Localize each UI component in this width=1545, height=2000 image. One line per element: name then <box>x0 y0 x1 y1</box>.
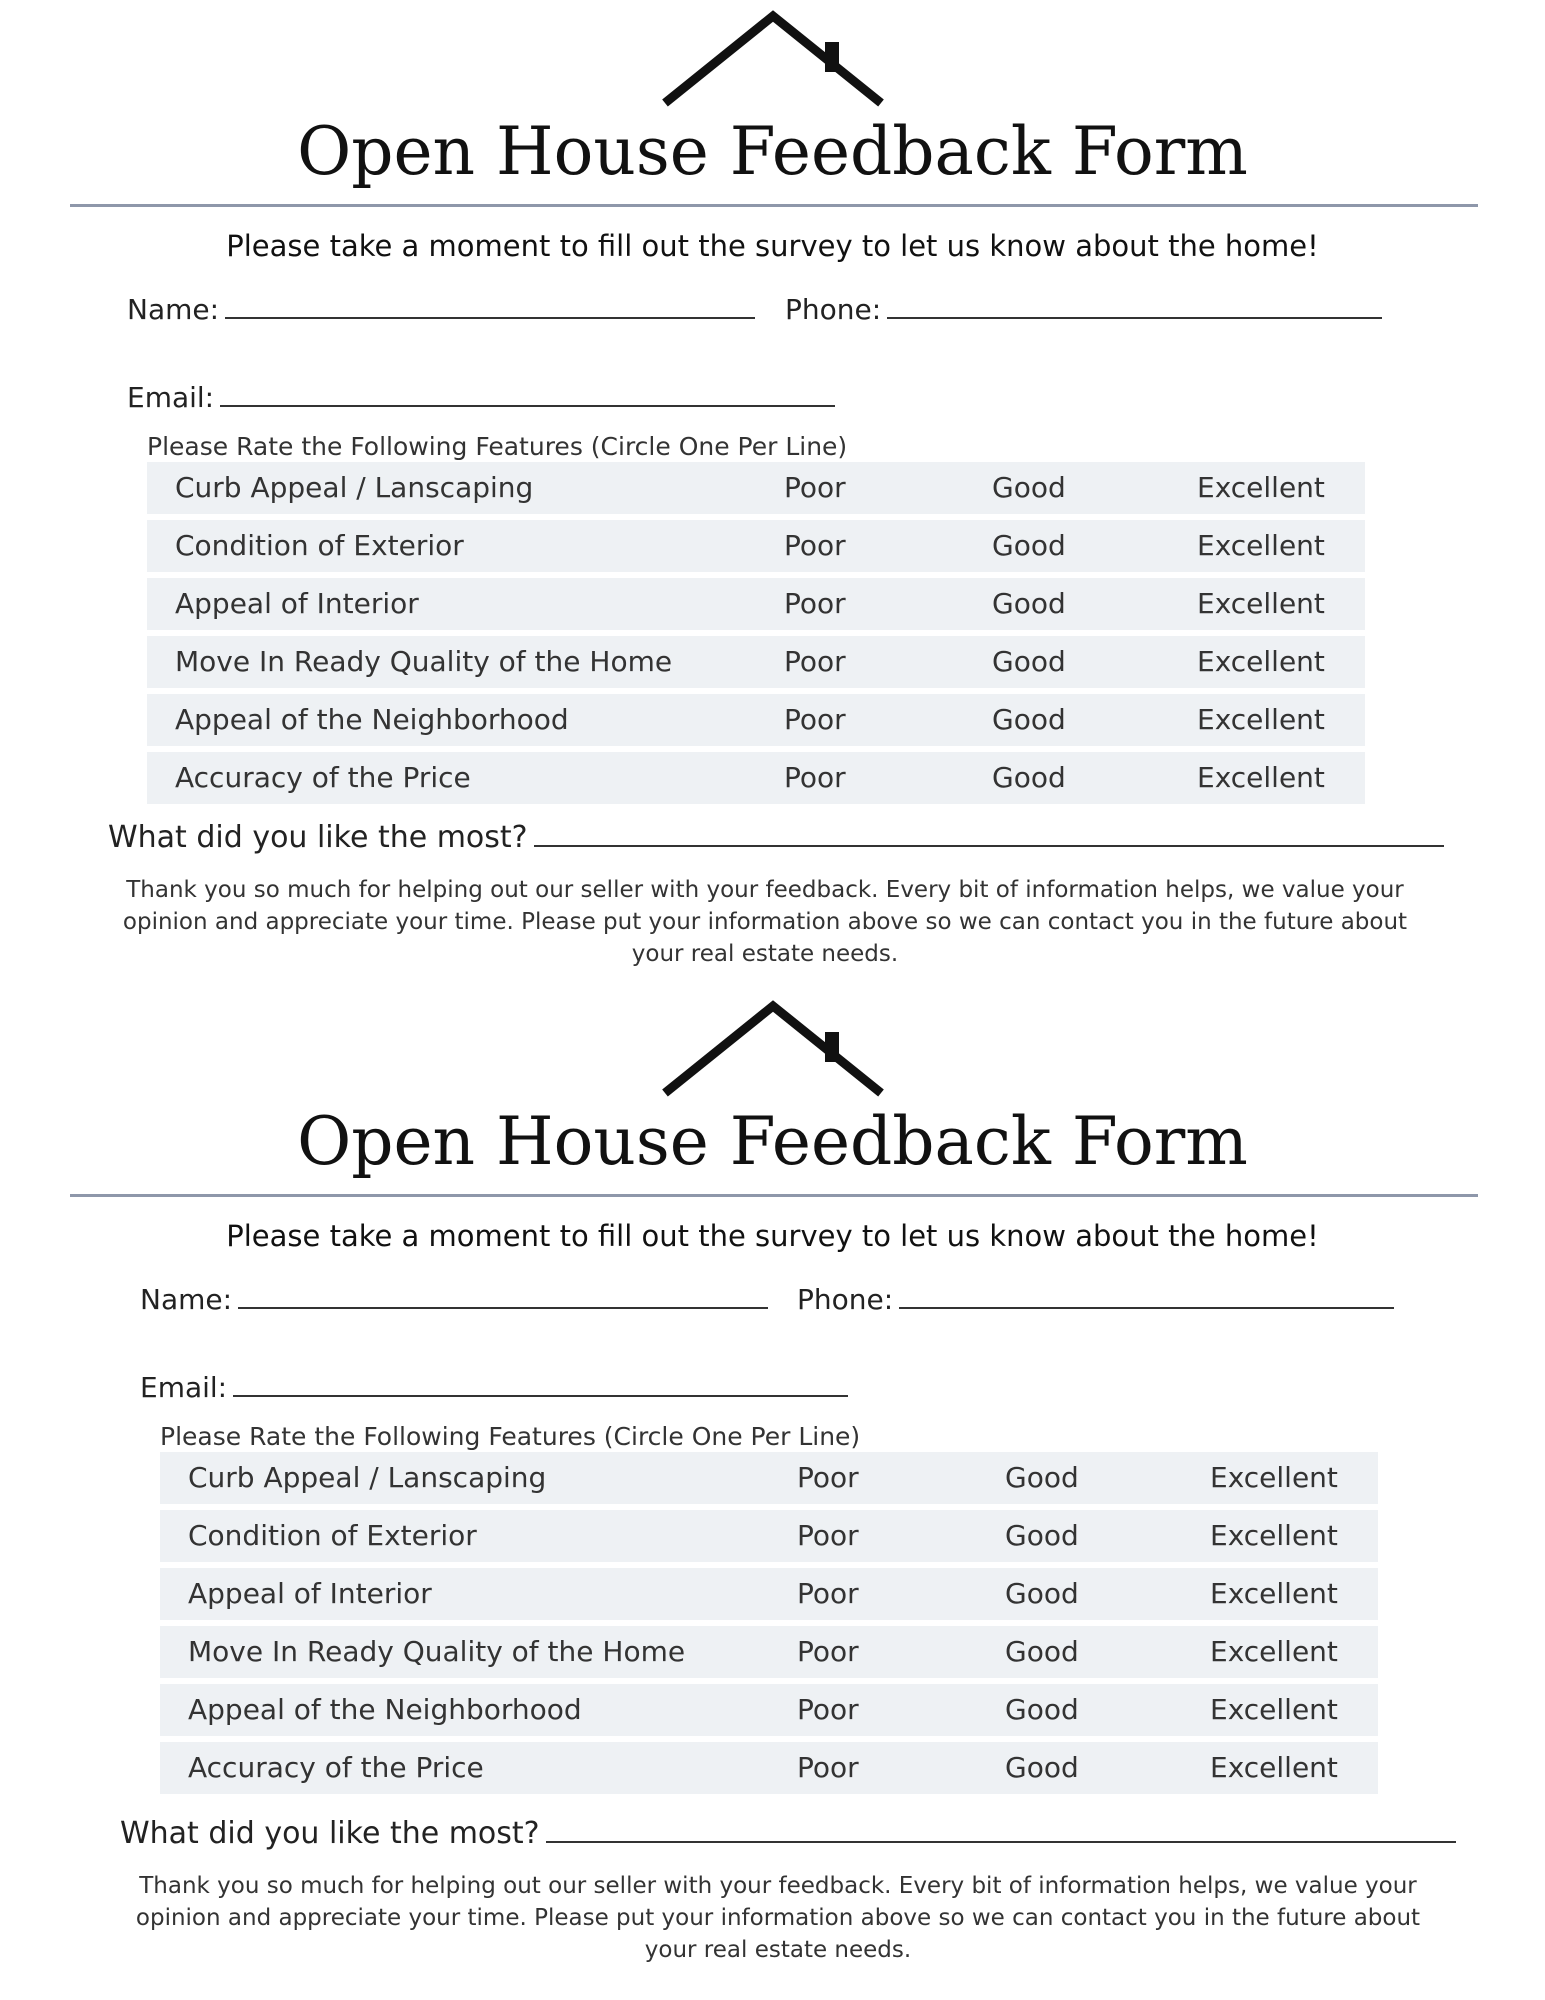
rating-excellent[interactable]: Excellent <box>1197 703 1325 736</box>
rating-good[interactable]: Good <box>1005 1577 1079 1610</box>
email-field[interactable] <box>127 378 835 418</box>
feedback-form-1 <box>0 0 1545 990</box>
feature-label: Move In Ready Quality of the Home <box>188 1635 686 1668</box>
liked-most-label: What did you like the most? <box>120 1816 540 1851</box>
rating-row <box>160 1568 1378 1620</box>
phone-label: Phone: <box>797 1283 894 1316</box>
rating-row <box>147 694 1365 746</box>
phone-field[interactable] <box>785 290 1382 330</box>
rating-excellent[interactable]: Excellent <box>1197 587 1325 620</box>
rating-row <box>160 1510 1378 1562</box>
thank-you-note: Thank you so much for helping out our seller with your feedback. Every bit of information helps, we value your opinion and appreciate your time. Please put your information above so we can contact you in the future about your real estate needs. <box>122 877 1408 967</box>
rating-poor[interactable]: Poor <box>797 1751 859 1784</box>
liked-most-field[interactable] <box>120 1813 1456 1854</box>
rating-poor[interactable]: Poor <box>797 1693 859 1726</box>
phone-input-line[interactable] <box>899 1281 1394 1309</box>
feature-label: Appeal of the Neighborhood <box>175 703 569 736</box>
rating-table <box>147 462 1365 810</box>
feature-label: Appeal of Interior <box>175 587 419 620</box>
intro-text: Please take a moment to fill out the survey to let us know about the home! <box>226 229 1319 263</box>
rating-excellent[interactable]: Excellent <box>1197 529 1325 562</box>
email-input-line[interactable] <box>220 379 835 407</box>
rating-excellent[interactable]: Excellent <box>1197 645 1325 678</box>
rating-poor[interactable]: Poor <box>784 703 846 736</box>
feature-label: Accuracy of the Price <box>188 1751 484 1784</box>
rating-poor[interactable]: Poor <box>784 761 846 794</box>
rating-caption: Please Rate the Following Features (Circle One Per Line) <box>147 432 848 461</box>
feature-label: Curb Appeal / Lanscaping <box>175 471 534 504</box>
rating-poor[interactable]: Poor <box>784 529 846 562</box>
rating-excellent[interactable]: Excellent <box>1210 1635 1338 1668</box>
rating-row <box>160 1452 1378 1504</box>
rating-row <box>147 462 1365 514</box>
feature-label: Appeal of Interior <box>188 1577 432 1610</box>
name-label: Name: <box>140 1283 233 1316</box>
liked-most-field[interactable] <box>108 817 1444 858</box>
rating-row <box>160 1742 1378 1794</box>
house-roof-icon <box>655 0 895 110</box>
liked-most-input-line[interactable] <box>534 817 1444 847</box>
rating-good[interactable]: Good <box>992 587 1066 620</box>
form-title: Open House Feedback Form <box>297 1103 1248 1180</box>
rating-excellent[interactable]: Excellent <box>1210 1693 1338 1726</box>
rating-good[interactable]: Good <box>992 761 1066 794</box>
email-label: Email: <box>140 1371 228 1404</box>
house-roof-icon <box>655 990 895 1100</box>
rating-good[interactable]: Good <box>992 529 1066 562</box>
rating-caption: Please Rate the Following Features (Circle One Per Line) <box>160 1422 861 1451</box>
rating-poor[interactable]: Poor <box>797 1635 859 1668</box>
email-field[interactable] <box>140 1368 848 1408</box>
feedback-form-2 <box>0 990 1545 1980</box>
rating-table <box>160 1452 1378 1800</box>
rating-good[interactable]: Good <box>1005 1461 1079 1494</box>
feature-label: Appeal of the Neighborhood <box>188 1693 582 1726</box>
name-field[interactable] <box>140 1280 768 1320</box>
rating-good[interactable]: Good <box>1005 1751 1079 1784</box>
thank-you-note: Thank you so much for helping out our seller with your feedback. Every bit of information helps, we value your opinion and appreciate your time. Please put your information above so we can contact you in the future about your real estate needs. <box>135 1873 1421 1963</box>
rating-row <box>160 1684 1378 1736</box>
rating-good[interactable]: Good <box>992 471 1066 504</box>
form-title: Open House Feedback Form <box>297 113 1248 190</box>
rating-good[interactable]: Good <box>1005 1635 1079 1668</box>
rating-poor[interactable]: Poor <box>797 1461 859 1494</box>
rating-row <box>147 752 1365 804</box>
rating-poor[interactable]: Poor <box>797 1519 859 1552</box>
feature-label: Condition of Exterior <box>188 1519 477 1552</box>
rating-excellent[interactable]: Excellent <box>1210 1751 1338 1784</box>
rating-poor[interactable]: Poor <box>784 645 846 678</box>
feature-label: Move In Ready Quality of the Home <box>175 645 673 678</box>
rating-good[interactable]: Good <box>992 645 1066 678</box>
name-input-line[interactable] <box>238 1281 768 1309</box>
phone-label: Phone: <box>785 293 882 326</box>
title-divider <box>70 1194 1478 1197</box>
rating-row <box>147 578 1365 630</box>
rating-row <box>147 520 1365 572</box>
phone-input-line[interactable] <box>887 291 1382 319</box>
rating-excellent[interactable]: Excellent <box>1197 471 1325 504</box>
liked-most-label: What did you like the most? <box>108 820 528 855</box>
feature-label: Accuracy of the Price <box>175 761 471 794</box>
feature-label: Condition of Exterior <box>175 529 464 562</box>
email-label: Email: <box>127 381 215 414</box>
rating-row <box>147 636 1365 688</box>
feature-label: Curb Appeal / Lanscaping <box>188 1461 547 1494</box>
rating-excellent[interactable]: Excellent <box>1197 761 1325 794</box>
rating-excellent[interactable]: Excellent <box>1210 1519 1338 1552</box>
intro-text: Please take a moment to fill out the survey to let us know about the home! <box>226 1219 1319 1253</box>
title-divider <box>70 204 1478 207</box>
rating-good[interactable]: Good <box>1005 1519 1079 1552</box>
rating-good[interactable]: Good <box>992 703 1066 736</box>
rating-poor[interactable]: Poor <box>784 587 846 620</box>
name-label: Name: <box>127 293 220 326</box>
rating-excellent[interactable]: Excellent <box>1210 1577 1338 1610</box>
phone-field[interactable] <box>797 1280 1394 1320</box>
rating-good[interactable]: Good <box>1005 1693 1079 1726</box>
liked-most-input-line[interactable] <box>546 1813 1456 1843</box>
rating-excellent[interactable]: Excellent <box>1210 1461 1338 1494</box>
rating-poor[interactable]: Poor <box>784 471 846 504</box>
email-input-line[interactable] <box>233 1369 848 1397</box>
rating-poor[interactable]: Poor <box>797 1577 859 1610</box>
name-field[interactable] <box>127 290 755 330</box>
name-input-line[interactable] <box>225 291 755 319</box>
rating-row <box>160 1626 1378 1678</box>
